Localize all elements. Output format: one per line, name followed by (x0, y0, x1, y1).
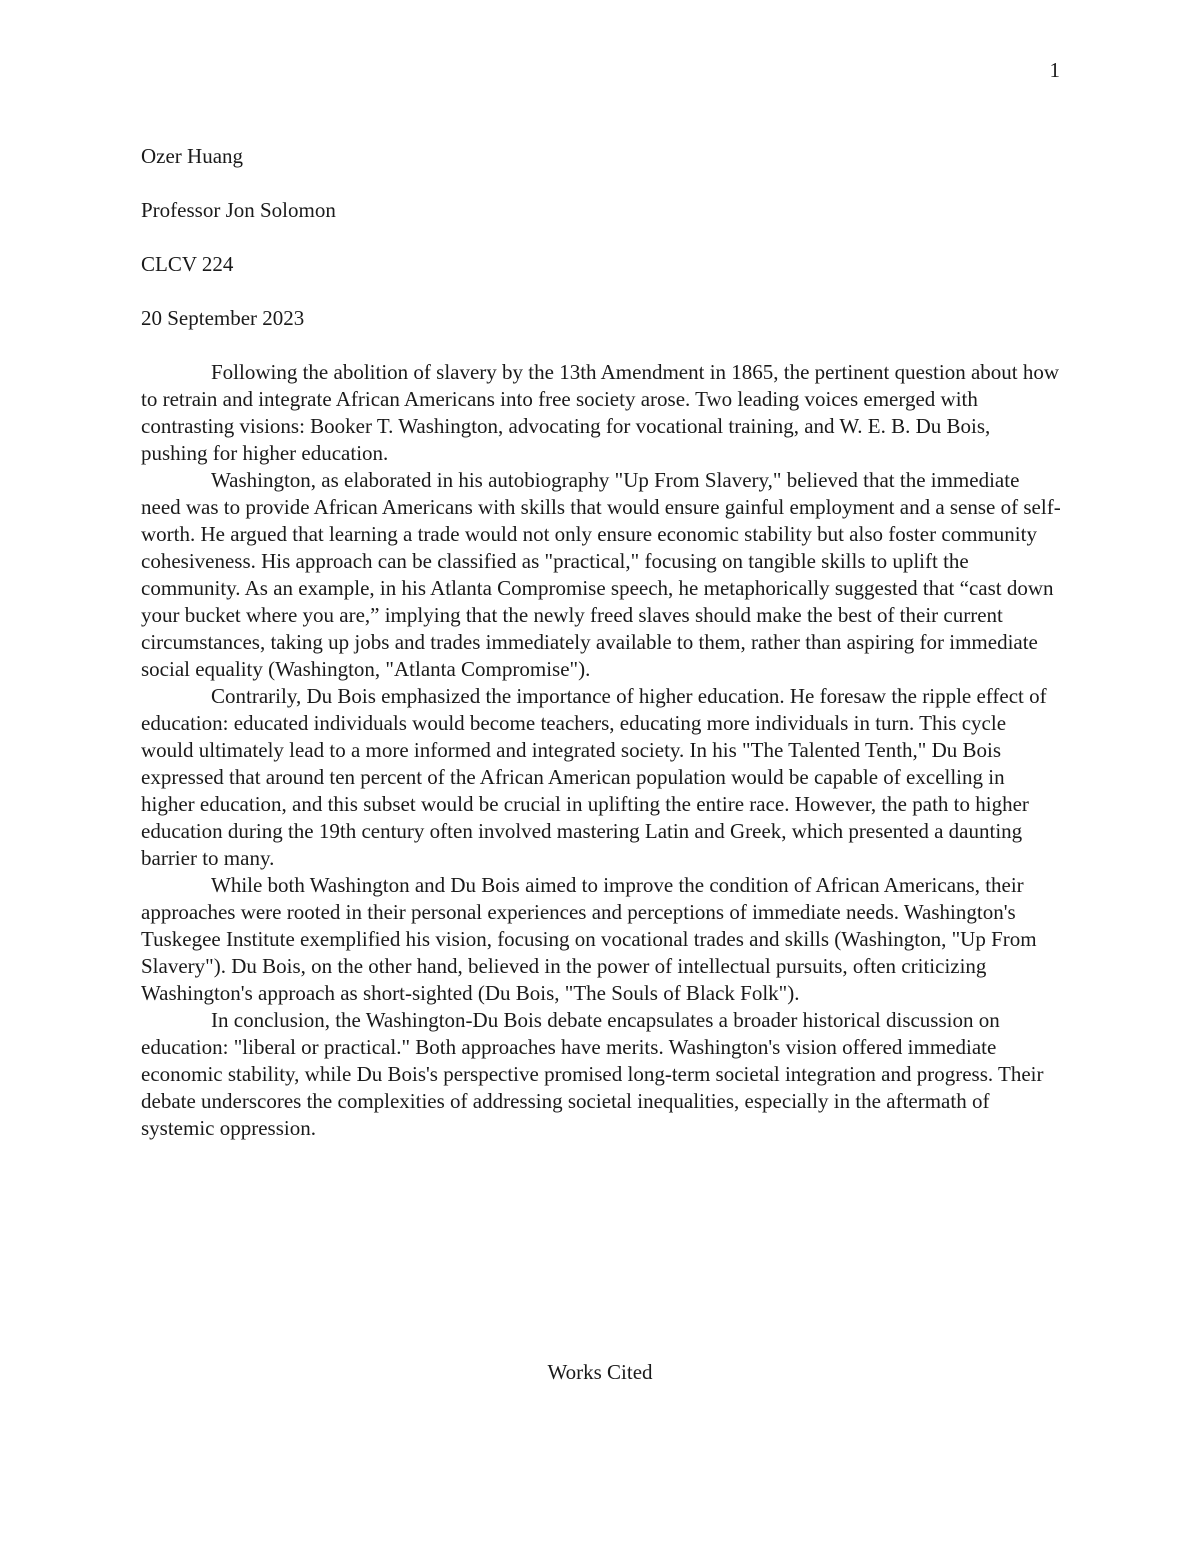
paragraph-3: Contrarily, Du Bois emphasized the importance of higher education. He foresaw the ripple effect of education: educated individuals would become teachers, educating more individuals in turn. This cycle would ultimately lead to a more informed and integrated society. In his "The Talented Tenth," Du Bois expressed that around ten percent of the African American population would be capable of excelling in higher education, and this subset would be crucial in uplifting the entire race. However, the path to higher education during the 19th century often involved mastering Latin and Greek, which presented a daunting barrier to many. (141, 684, 1047, 870)
page-number: 1 (1049, 58, 1060, 82)
paragraph-5: In conclusion, the Washington-Du Bois debate encapsulates a broader historical discussion on education: "liberal or practical." Both approaches have merits. Washington's vision offered immediate economic stability, while Du Bois's perspective promised long-term societal integration and progress. Their debate underscores the complexities of addressing societal inequalities, especially in the aftermath of systemic oppression. (141, 1008, 1044, 1140)
course-name: CLCV 224 (141, 252, 234, 276)
author-name: Ozer Huang (141, 144, 244, 168)
paragraph-1: Following the abolition of slavery by the 13th Amendment in 1865, the pertinent question about how to retrain and integrate African Americans into free society arose. Two leading voices emerged with contrasting visions: Booker T. Washington, advocating for vocational training, and W. E. B. Du Bois, pushing for higher education. (141, 360, 1060, 465)
document-date: 20 September 2023 (141, 306, 305, 330)
instructor-name: Professor Jon Solomon (141, 198, 336, 222)
paragraph-2: Washington, as elaborated in his autobiography "Up From Slavery," believed that the immediate need was to provide African Americans with skills that would ensure gainful employment and a sense of self-worth. He argued that learning a trade would not only ensure economic stability but also foster community cohesiveness. His approach can be classified as "practical," focusing on tangible skills to uplift the community. As an example, in his Atlanta Compromise speech, he metaphorically suggested that “cast down your bucket where you are,” implying that the newly freed slaves should make the best of their current circumstances, taking up jobs and trades immediately available to them, rather than aspiring for immediate social equality (Washington, "Atlanta Compromise"). (141, 468, 1061, 681)
works-cited-heading: Works Cited (547, 1360, 653, 1384)
paragraph-4: While both Washington and Du Bois aimed to improve the condition of African Americans, their approaches were rooted in their personal experiences and perceptions of immediate needs. Washington's Tuskegee Institute exemplified his vision, focusing on vocational trades and skills (Washington, "Up From Slavery"). Du Bois, on the other hand, believed in the power of intellectual pursuits, often criticizing Washington's approach as short-sighted (Du Bois, "The Souls of Black Folk"). (141, 873, 1037, 1005)
mla-header (141, 143, 1061, 359)
essay-body (141, 359, 1061, 1142)
